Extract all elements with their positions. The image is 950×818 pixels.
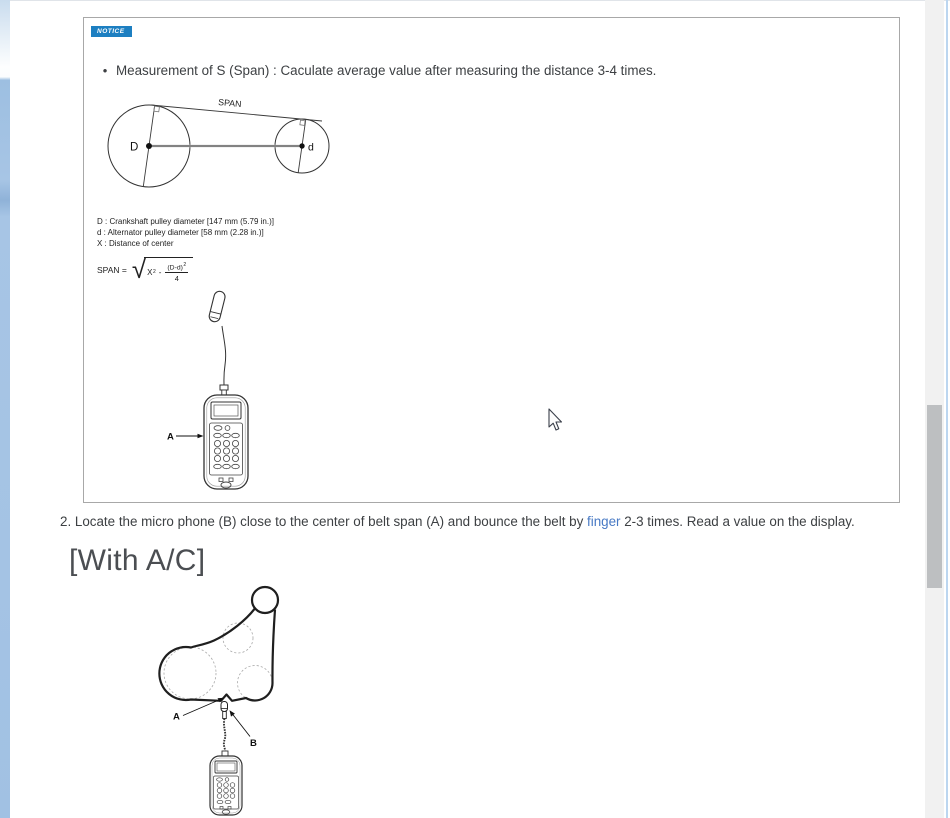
step-2-suffix: 2-3 times. Read a value on the display.	[620, 514, 855, 529]
scrollbar-thumb[interactable]	[927, 405, 942, 588]
pulley-span-diagram	[96, 93, 346, 205]
step-2-prefix: 2. Locate the micro phone (B) close to the center of belt span (A) and bounce the belt by	[60, 514, 588, 529]
formula-lhs: SPAN =	[97, 265, 127, 275]
section-heading: [With A/C]	[69, 544, 206, 577]
formula-term-exponent: 2	[152, 269, 156, 276]
meter-screen-inner	[214, 405, 238, 416]
scrollbar[interactable]	[925, 0, 944, 818]
pulley-legend	[97, 216, 274, 250]
formula-operator: -	[158, 267, 162, 277]
belt-label-a-arrow	[183, 700, 220, 716]
probe-cable	[224, 719, 225, 754]
tension-meter-small	[210, 756, 242, 815]
mouse-cursor	[546, 407, 564, 433]
top-pulley-belt	[252, 587, 278, 613]
span-formula	[97, 254, 193, 286]
radicand	[144, 257, 193, 283]
right-angle-mark-left	[154, 106, 160, 112]
tension-meter-diagram	[161, 289, 301, 497]
belt-label-b: B	[250, 738, 257, 749]
small-center-dot	[299, 143, 304, 148]
window-edge-line	[946, 0, 948, 818]
belt-label-a: A	[173, 711, 180, 723]
meter-label-a-arrowhead	[198, 434, 204, 438]
idler-pulley-dotted	[223, 623, 253, 653]
belt-label-b-arrow	[232, 714, 250, 737]
notice-bullet-text: Measurement of S (Span) : Caculate average value after measuring the distance 3-4 times.	[116, 63, 657, 78]
meter-label-a: A	[167, 431, 174, 443]
formula-term: X	[147, 267, 153, 277]
fraction-numerator: $(D-d)^2$	[167, 261, 187, 272]
meter-cable	[222, 326, 226, 385]
legend-line-D: D : Crankshaft pulley diameter [147 mm (5.79 in.)]	[97, 217, 274, 226]
label-D: D	[130, 141, 139, 154]
belt-routing-diagram	[150, 583, 325, 818]
bullet-marker: •	[102, 63, 108, 78]
right-angle-mark-right	[300, 120, 305, 125]
notice-badge: NOTICE	[91, 26, 132, 37]
radical-sign-icon: √	[131, 253, 147, 284]
crank-pulley-dotted	[164, 647, 216, 699]
legend-line-d: d : Alternator pulley diameter [58 mm (2.28 in.)]	[97, 228, 264, 238]
belt-path	[159, 608, 275, 701]
background-window-edge	[0, 0, 10, 818]
fraction-denominator: 4	[174, 274, 179, 284]
document-viewport	[10, 1, 925, 818]
finger-link[interactable]: finger	[587, 514, 621, 529]
large-center-dot	[146, 143, 152, 149]
notice-bullet-row	[94, 62, 874, 79]
label-d: d	[308, 141, 314, 154]
legend-line-X: X : Distance of center	[97, 239, 174, 249]
microphone-probe	[208, 290, 226, 323]
span-label: SPAN	[217, 97, 242, 110]
notice-box	[83, 17, 900, 503]
radical	[131, 253, 193, 284]
formula-fraction	[165, 262, 188, 283]
cable-connector	[220, 385, 228, 390]
step-2-text	[60, 514, 920, 529]
belt-microphone-probe	[221, 702, 228, 719]
